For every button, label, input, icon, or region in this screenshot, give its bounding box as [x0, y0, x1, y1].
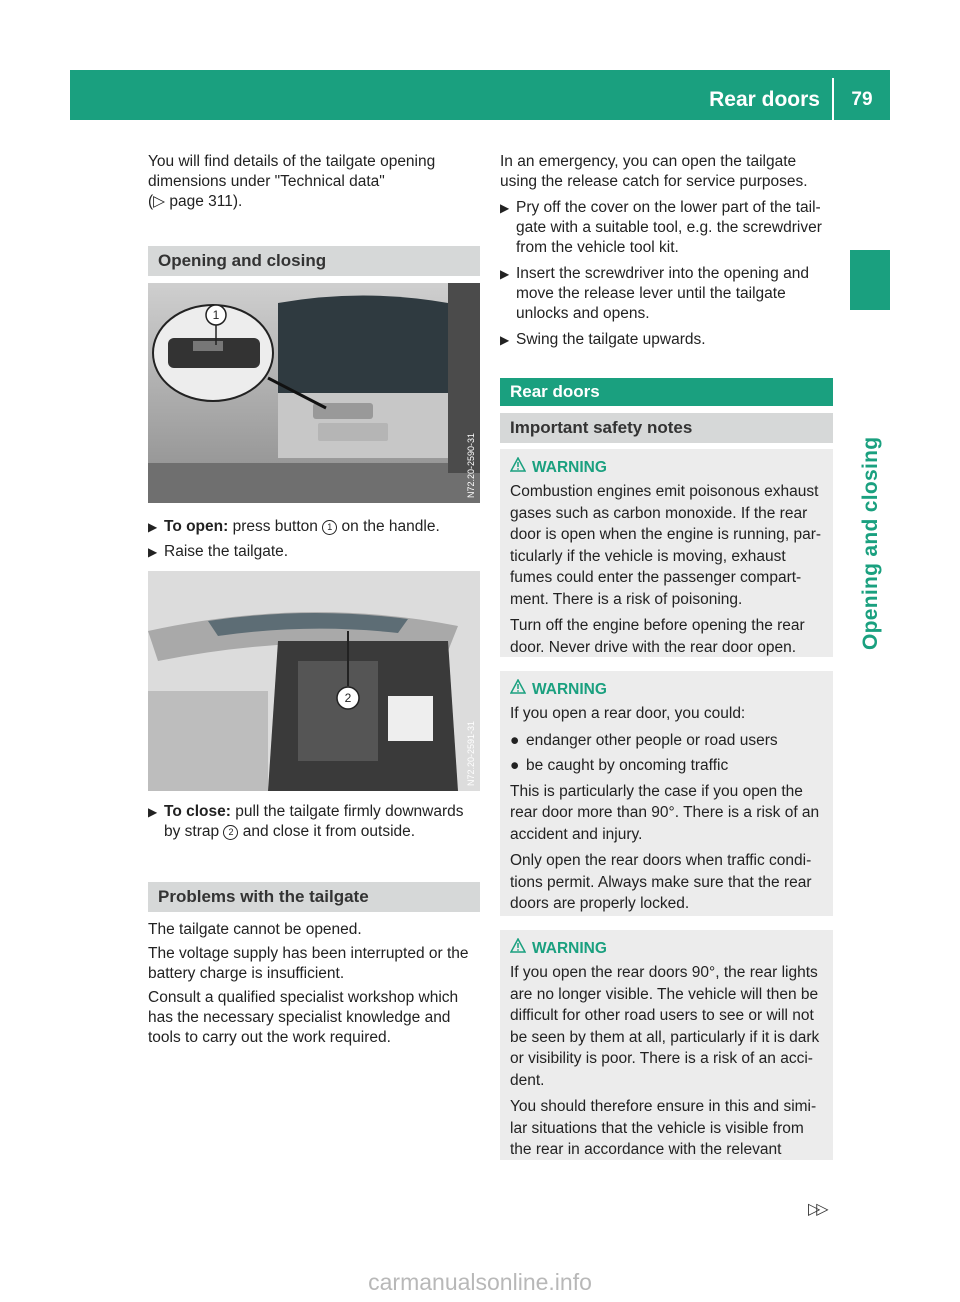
watermark: carmanualsonline.info	[368, 1269, 592, 1295]
problems-line: The voltage supply has been interrupted or the	[148, 945, 469, 962]
step-text: Raise the tailgate.	[164, 543, 289, 560]
raised-tailgate-image	[148, 571, 480, 791]
tailgate-handle-illustration	[148, 283, 480, 503]
warning-1-text-a: Combustion engines emit poisonous exhaust gases such as carbon monoxide. If the rear door is open when the engine is running, par- ticularly if the vehicle is moving, exhaust fumes could enter the passenger compart- ment. There is a risk of poisoning.	[510, 483, 822, 608]
step-text: from the vehicle tool kit.	[516, 239, 679, 256]
warning-1-text-b: Turn off the engine before opening the rear door. Never drive with the rear door open.	[510, 617, 805, 656]
section-heading-rear-doors: Rear doors	[500, 378, 833, 406]
step-text: move the release lever until the tailgate	[516, 285, 786, 302]
step-text: pull the tailgate firmly downwards	[235, 803, 464, 820]
intro-page-link[interactable]: (▷ page 311).	[148, 193, 243, 210]
callout-1-icon: 1	[322, 520, 337, 535]
step-arrow-icon: ▶	[500, 267, 510, 281]
emergency-line: using the release catch for service purposes.	[500, 173, 808, 190]
problems-line: tools to carry out the work required.	[148, 1029, 391, 1046]
header-divider	[832, 78, 834, 120]
warning-2-text-b: This is particularly the case if you open the rear door more than 90°. There is a risk of an accident and injury.	[510, 782, 820, 843]
raised-tailgate-illustration	[148, 571, 480, 791]
step-text: by strap	[164, 823, 220, 840]
chapter-side-label: Opening and closing	[859, 436, 882, 650]
step-text: Insert the screwdriver into the opening and	[516, 265, 809, 282]
step-text: Pry off the cover on the lower part of the tail-	[516, 199, 821, 216]
step-arrow-icon: ▶	[500, 333, 510, 347]
step-label: To open:	[164, 518, 229, 535]
callout-2-label: 2	[344, 691, 352, 705]
callout-1-label: 1	[212, 308, 220, 322]
step-text: unlocks and opens.	[516, 305, 650, 322]
warning-3-text-b: You should therefore ensure in this and simi- lar situations that the vehicle is visible from the rear in accordance with the relevant	[510, 1098, 817, 1158]
intro-paragraph	[148, 152, 480, 212]
warning-2-text-c: Only open the rear doors when traffic condi- tions permit. Always make sure that the rear doors are properly locked.	[510, 852, 812, 912]
step-text: and close it from outside.	[242, 823, 416, 840]
side-tab-marker	[850, 250, 890, 310]
step-text: Swing the tailgate upwards.	[516, 331, 706, 348]
page-title: Rear doors	[709, 88, 820, 111]
tailgate-handle-image	[148, 283, 480, 503]
section-heading-opening: Opening and closing	[148, 246, 480, 276]
warning-box-2	[500, 671, 833, 916]
continue-arrow-icon: ▷▷	[808, 1201, 825, 1218]
step-text: gate with a suitable tool, e.g. the screwdriver	[516, 219, 822, 236]
warning-3-text-a: If you open the rear doors 90°, the rear lights are no longer visible. The vehicle will then be difficult for other road users to see or will not be seen by them at all, particularly if it is dark or visibility is poor. There is a risk of an acci- dent.	[510, 964, 820, 1089]
warning-label: WARNING	[532, 459, 607, 477]
section-heading-problems: Problems with the tailgate	[148, 882, 480, 912]
step-text: on the handle.	[341, 518, 440, 535]
emergency-line: In an emergency, you can open the tailgate	[500, 153, 797, 170]
image-code: N72.20-2591-31	[466, 720, 476, 786]
problems-line: has the necessary specialist knowledge and	[148, 1009, 451, 1026]
step-arrow-icon: ▶	[500, 201, 510, 215]
warning-box-1	[500, 449, 833, 657]
problems-line: battery charge is insufficient.	[148, 965, 345, 982]
step-arrow-icon: ▶	[148, 545, 158, 559]
step-arrow-icon: ▶	[148, 520, 158, 534]
step-label: To close:	[164, 803, 231, 820]
emergency-paragraph	[500, 152, 833, 350]
problems-line: Consult a qualified specialist workshop which	[148, 989, 459, 1006]
step-arrow-icon: ▶	[148, 805, 158, 819]
step-text: press button	[232, 518, 318, 535]
page-number: 79	[851, 89, 873, 110]
warning-triangle-icon	[510, 457, 532, 479]
image-code: N72.20-2590-31	[466, 432, 476, 498]
step-open	[148, 517, 480, 562]
problems-text	[148, 920, 480, 1048]
warning-triangle-icon	[510, 679, 532, 701]
step-close	[148, 802, 480, 842]
callout-2-icon: 2	[223, 825, 238, 840]
intro-line: You will find details of the tailgate opening	[148, 153, 436, 170]
problems-line: The tailgate cannot be opened.	[148, 921, 362, 938]
bullet-item: ● endanger other people or road users	[510, 731, 778, 749]
warning-label: WARNING	[532, 940, 607, 958]
bullet-item: ● be caught by oncoming traffic	[510, 757, 729, 774]
warning-2-intro: If you open a rear door, you could:	[510, 705, 746, 722]
warning-triangle-icon	[510, 938, 532, 960]
warning-label: WARNING	[532, 681, 607, 699]
section-heading-safety: Important safety notes	[500, 413, 833, 443]
warning-box-3	[500, 930, 833, 1160]
intro-line: dimensions under "Technical data"	[148, 173, 385, 190]
